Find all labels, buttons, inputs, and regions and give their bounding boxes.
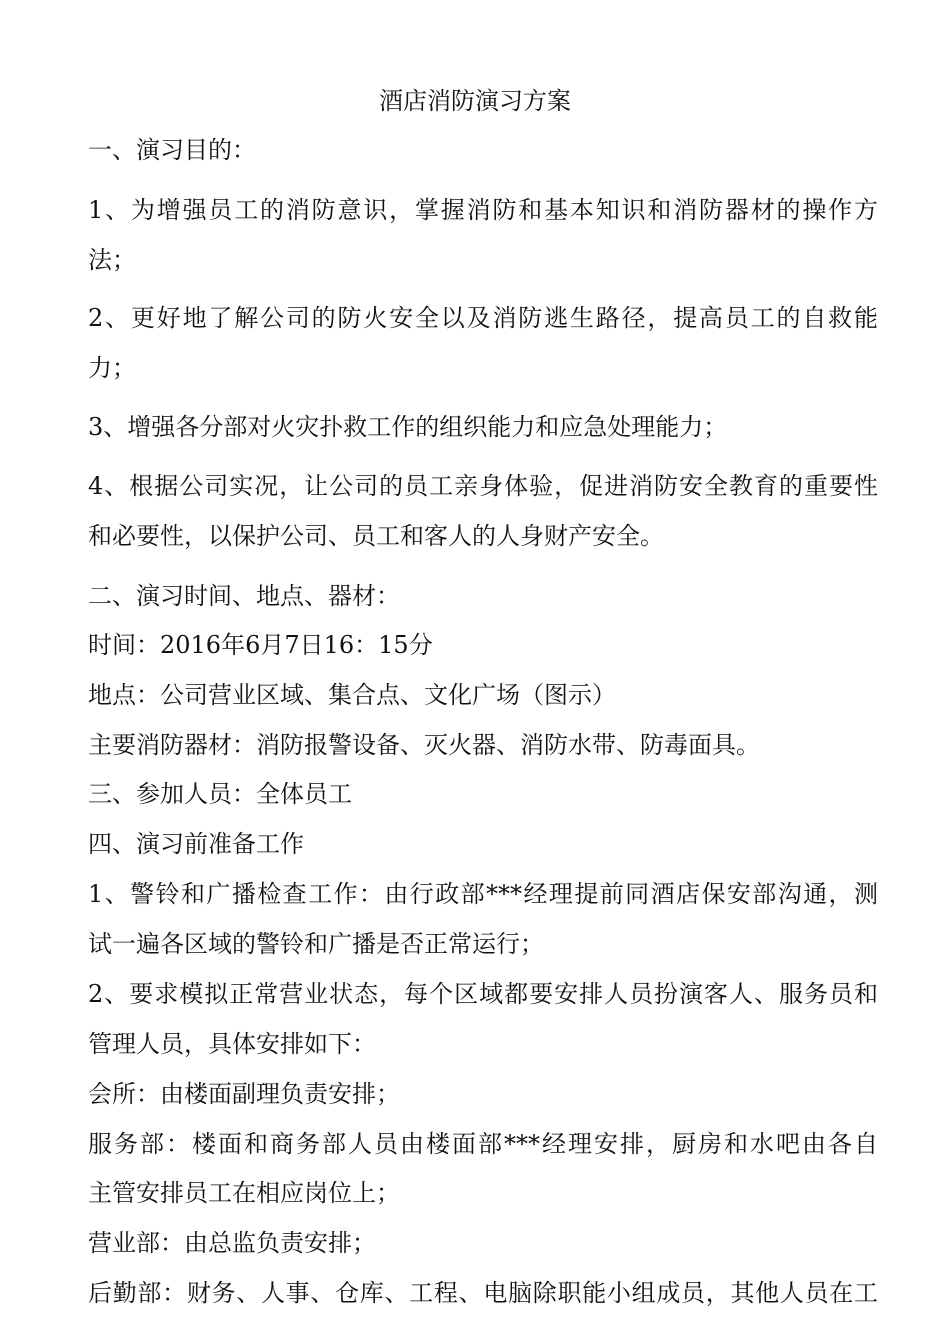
paragraph-line: 地点：公司营业区域、集合点、文化广场（图示） — [88, 681, 616, 709]
paragraph-line: 试一遍各区域的警铃和广播是否正常运行； — [88, 930, 544, 958]
paragraph-line: 管理人员，具体安排如下： — [88, 1030, 376, 1058]
paragraph-line: 和必要性，以保护公司、员工和客人的人身财产安全。 — [88, 522, 664, 550]
paragraph-line: 主管安排员工在相应岗位上； — [88, 1179, 400, 1207]
section-heading-participants: 三、参加人员：全体员工 — [88, 780, 352, 808]
paragraph-line: 1、警铃和广播检查工作：由行政部***经理提前同酒店保安部沟通，测 — [88, 880, 878, 908]
paragraph-line: 2、更好地了解公司的防火安全以及消防逃生路径，提高员工的自救能 — [88, 304, 878, 332]
paragraph-line: 法； — [88, 246, 136, 274]
document-title: 酒店消防演习方案 — [379, 87, 571, 115]
section-heading-preparation: 四、演习前准备工作 — [88, 830, 304, 858]
section-heading-purpose: 一、演习目的： — [88, 136, 256, 164]
paragraph-line: 力； — [88, 354, 136, 382]
paragraph-line: 主要消防器材：消防报警设备、灭火器、消防水带、防毒面具。 — [88, 731, 760, 759]
paragraph-line: 会所：由楼面副理负责安排； — [88, 1080, 400, 1108]
paragraph-line: 4、根据公司实况，让公司的员工亲身体验，促进消防安全教育的重要性 — [88, 472, 878, 500]
section-heading-time-place: 二、演习时间、地点、器材： — [88, 582, 400, 610]
paragraph-line: 营业部：由总监负责安排； — [88, 1229, 376, 1257]
paragraph-line: 服务部：楼面和商务部人员由楼面部***经理安排，厨房和水吧由各自 — [88, 1130, 878, 1158]
paragraph-line: 2、要求模拟正常营业状态，每个区域都要安排人员扮演客人、服务员和 — [88, 980, 878, 1008]
paragraph-line: 后勤部：财务、人事、仓库、工程、电脑除职能小组成员，其他人员在工 — [88, 1279, 878, 1307]
paragraph-line: 3、增强各分部对火灾扑救工作的组织能力和应急处理能力； — [88, 413, 728, 441]
paragraph-line: 时间：2016年6月7日16：15分 — [88, 631, 433, 659]
paragraph-line: 1、为增强员工的消防意识，掌握消防和基本知识和消防器材的操作方 — [88, 196, 878, 224]
